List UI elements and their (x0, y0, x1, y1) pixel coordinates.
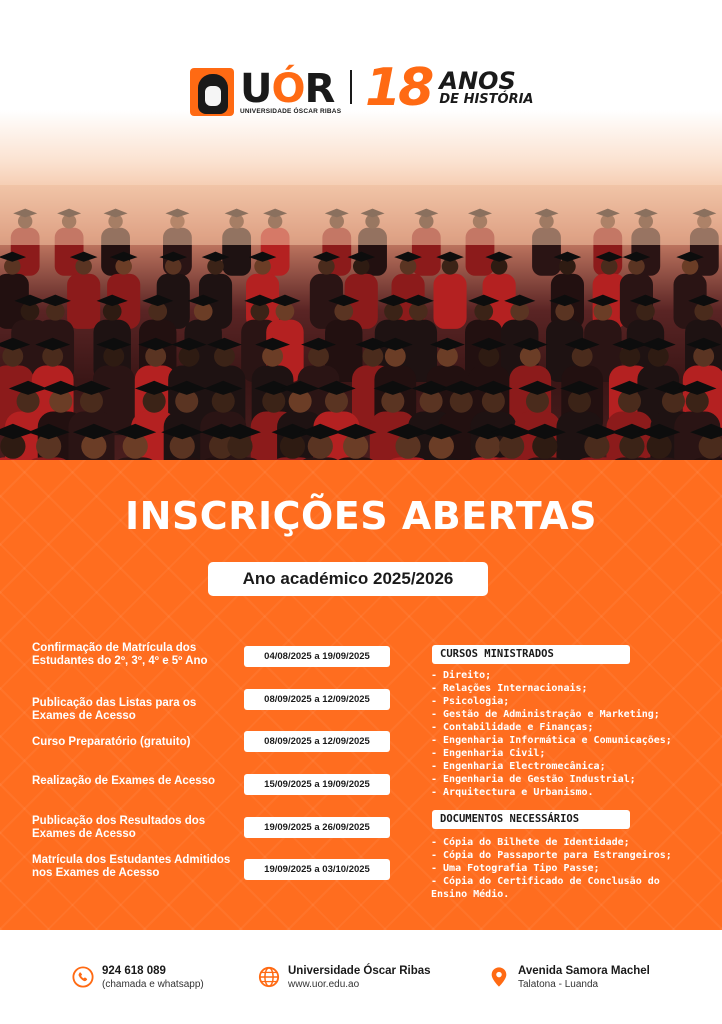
footer (0, 930, 722, 1024)
schedule-dates: 08/09/2025 a 12/09/2025 (244, 689, 390, 710)
documents-list (431, 836, 701, 901)
anniversary-line2: DE HISTÓRIA (439, 92, 534, 107)
list-item: - Cópia do Bilhete de Identidade; (431, 837, 630, 848)
schedule-dates: 19/09/2025 a 26/09/2025 (244, 817, 390, 838)
photo-fade (0, 185, 722, 245)
list-item: - Engenharia Civil; (431, 748, 546, 759)
anniversary-badge (365, 60, 533, 116)
logo-divider (350, 70, 352, 104)
graduation-cap (40, 295, 71, 306)
list-item: - Engenharia Electromecânica; (431, 761, 606, 772)
list-item: - Relações Internacionais; (431, 683, 588, 694)
university-logo (190, 65, 342, 116)
schedule-dates: 08/09/2025 a 12/09/2025 (244, 731, 390, 752)
graduation-photo (0, 185, 722, 465)
graduate-gown (433, 274, 466, 329)
list-item: - Psicologia; (431, 696, 510, 707)
courses-list (431, 669, 701, 799)
address-city: Talatona - Luanda (518, 979, 599, 990)
logo-wordmark: UÓR (240, 65, 335, 112)
location-pin-icon (488, 966, 510, 988)
schedule-label: Curso Preparatório (gratuito) (32, 736, 191, 748)
address-street: Avenida Samora Machel (518, 965, 650, 977)
list-item: - Engenharia Informática e Comunicações; (431, 735, 672, 746)
academic-year-badge: Ano académico 2025/2026 (208, 562, 488, 596)
schedule-label: Publicação dos Resultados dos Exames de Acesso (32, 815, 206, 840)
anniversary-line1: ANOS (439, 67, 516, 95)
list-item: - Contabilidade e Finanças; (431, 722, 594, 733)
list-item: - Cópia do Passaporte para Estrangeiros; (431, 850, 672, 861)
phone-number: 924 618 089 (102, 965, 166, 977)
list-item: - Cópia do Certificado de Conclusão do Ensino Médio. (431, 876, 660, 900)
page-title: INSCRIÇÕES ABERTAS (125, 494, 597, 538)
schedule-dates: 15/09/2025 a 19/09/2025 (244, 774, 390, 795)
website-name: Universidade Óscar Ribas (288, 965, 431, 977)
courses-heading: CURSOS MINISTRADOS (432, 645, 630, 664)
website-url[interactable]: www.uor.edu.ao (288, 979, 360, 990)
documents-heading: DOCUMENTOS NECESSÁRIOS (432, 810, 630, 829)
list-item: - Arquitectura e Urbanismo. (431, 787, 594, 798)
contact-address (488, 964, 650, 992)
list-item: - Uma Fotografia Tipo Passe; (431, 863, 600, 874)
schedule-label: Publicação das Listas para os Exames de Acesso (32, 697, 197, 722)
schedule-label: Matrícula dos Estudantes Admitidos nos Exames de Acesso (32, 854, 231, 879)
schedule-dates: 04/08/2025 a 19/09/2025 (244, 646, 390, 667)
anniversary-number: 18 (365, 58, 432, 118)
contact-phone[interactable] (72, 964, 204, 992)
globe-icon (258, 966, 280, 988)
founder-portrait-icon (190, 68, 234, 116)
header (0, 0, 722, 200)
graduates-illustration (0, 185, 722, 465)
graduate-gown (67, 274, 100, 329)
list-item: - Engenharia de Gestão Industrial; (431, 774, 636, 785)
list-item: - Gestão de Administração e Marketing; (431, 709, 660, 720)
contact-website[interactable] (258, 964, 431, 992)
phone-icon (72, 966, 94, 988)
list-item: - Direito; (431, 670, 492, 681)
logo-subtitle: UNIVERSIDADE ÓSCAR RIBAS (240, 107, 342, 115)
schedule-label: Confirmação de Matrícula dos Estudantes do 2º, 3º, 4º e 5º Ano (32, 642, 208, 667)
phone-note: (chamada e whatsapp) (102, 979, 204, 990)
schedule-label: Realização de Exames de Acesso (32, 775, 216, 787)
schedule-dates: 19/09/2025 a 03/10/2025 (244, 859, 390, 880)
